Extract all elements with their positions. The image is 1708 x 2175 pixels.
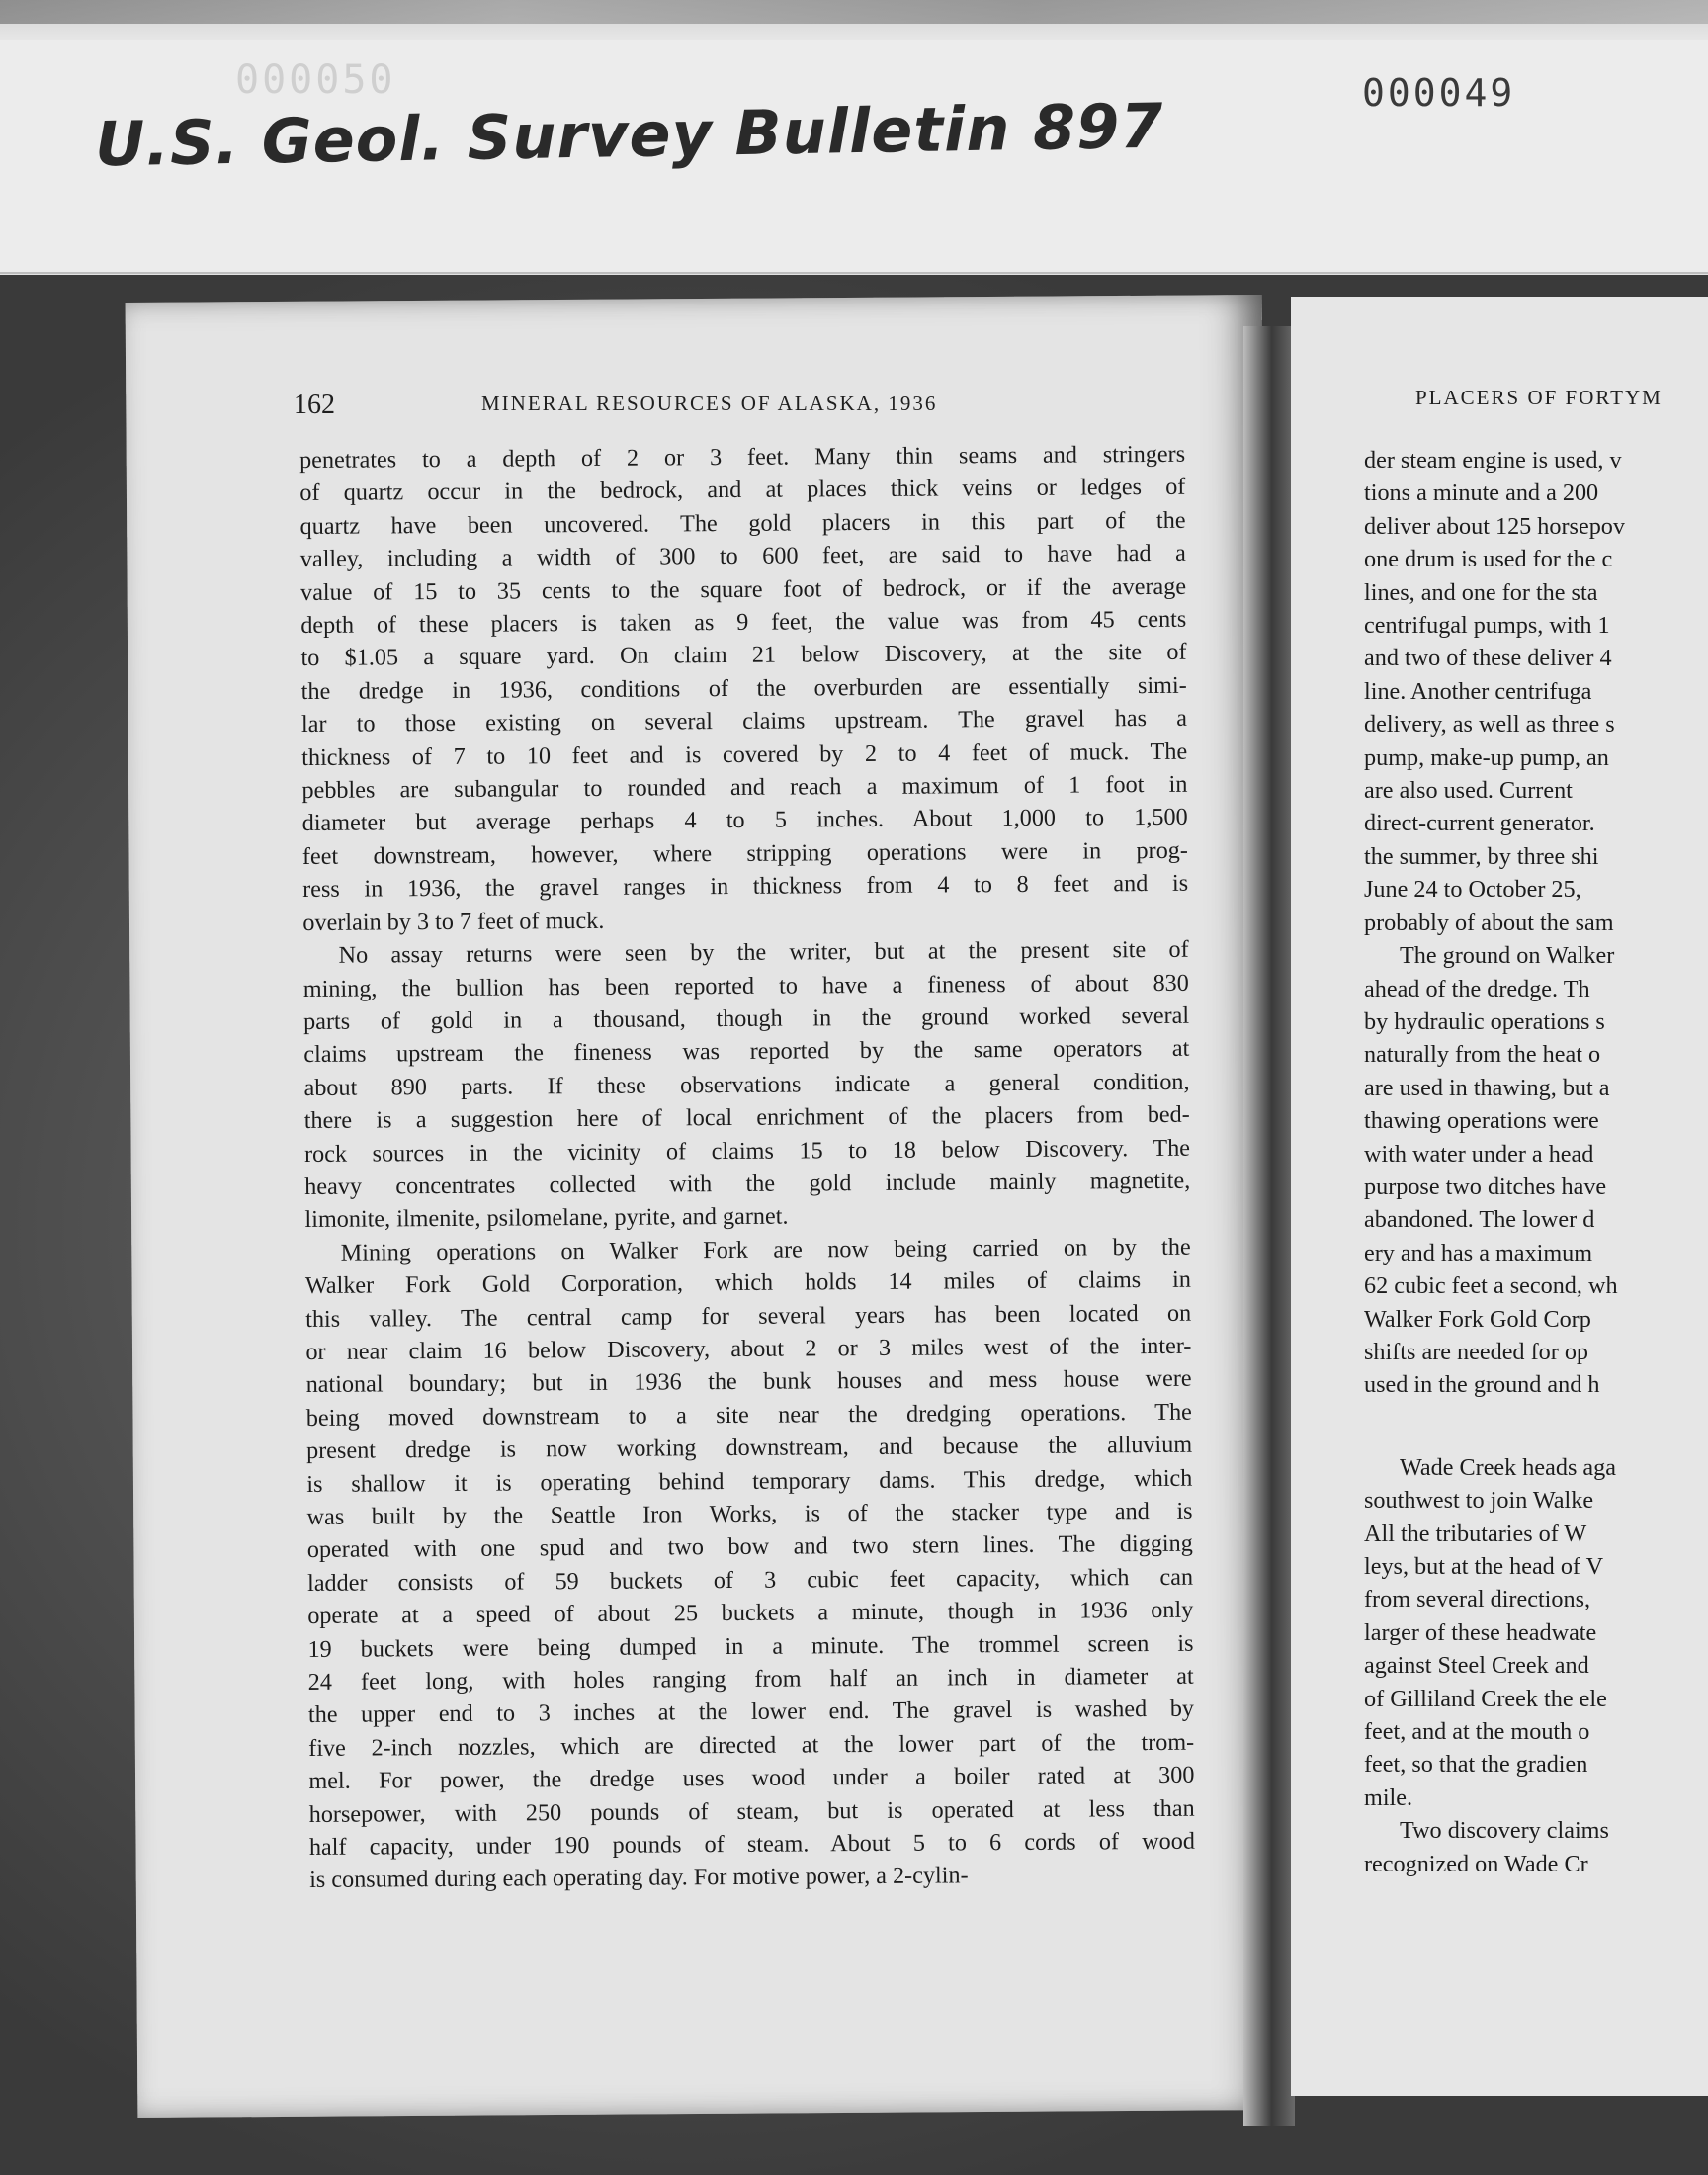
text-line: the dredge in 1936, conditions of the overburden are essentially simi-: [300, 671, 1187, 705]
left-page-text: [299, 438, 1195, 1897]
text-line: 62 cubic feet a second, wh: [1364, 1272, 1618, 1300]
text-line: used in the ground and h: [1364, 1371, 1600, 1399]
text-line: Mining operations on Walker Fork are now being carried on by the: [340, 1233, 1191, 1266]
text-line: Walker Fork Gold Corp: [1364, 1305, 1591, 1333]
text-line: rock sources in the vicinity of claims 15 to 18 below Discovery. The: [303, 1134, 1191, 1168]
text-line: claims upstream the fineness was reported by the same operators at: [303, 1035, 1190, 1069]
text-line: purpose two ditches have: [1364, 1173, 1607, 1200]
handwritten-title: U.S. Geol. Survey Bulletin 897: [94, 89, 1164, 181]
text-line: valley, including a width of 300 to 600 feet, are said to have had a: [299, 539, 1186, 573]
text-line: from several directions,: [1364, 1586, 1591, 1613]
text-line: this valley. The central camp for several years has been located on: [305, 1299, 1192, 1333]
text-line: parts of gold in a thousand, though in the ground worked several: [302, 1001, 1190, 1035]
scanner-edge: [0, 0, 1708, 24]
book-gutter: [1243, 326, 1295, 2126]
text-line: lar to those existing on several claims upstream. The gravel has a: [300, 704, 1188, 739]
text-line: operate at a speed of about 25 buckets a minute, though in 1936 only: [307, 1596, 1194, 1630]
text-line: diameter but average perhaps 4 to 5 inches. About 1,000 to 1,500: [301, 804, 1188, 837]
text-line: by hydraulic operations s: [1364, 1007, 1605, 1035]
text-line: recognized on Wade Cr: [1364, 1850, 1588, 1877]
text-line: The ground on Walker: [1400, 942, 1615, 970]
text-line: mile.: [1364, 1784, 1413, 1811]
text-line: der steam engine is used, v: [1364, 447, 1622, 474]
text-line: quartz have been uncovered. The gold placers in this part of the: [299, 506, 1186, 540]
text-line: larger of these headwate: [1364, 1618, 1597, 1646]
text-line: the upper end to 3 inches at the lower end. The gravel is washed by: [307, 1696, 1195, 1729]
text-line: the summer, by three shi: [1364, 842, 1599, 870]
ghost-stamp-number: 000050: [235, 57, 396, 103]
text-line: Two discovery claims: [1400, 1817, 1609, 1845]
text-line: mining, the bullion has been reported to have a fineness of about 830: [302, 969, 1189, 1002]
text-line: thawing operations were: [1364, 1107, 1599, 1135]
text-line: naturally from the heat o: [1364, 1041, 1601, 1069]
running-head-left: MINERAL RESOURCES OF ALASKA, 1936: [481, 392, 938, 415]
section-gap: [1364, 1402, 1708, 1451]
text-line: there is a suggestion here of local enrichment of the placers from bed-: [303, 1100, 1190, 1135]
text-line: lines, and one for the sta: [1364, 578, 1598, 606]
text-line: present dredge is now working downstream, and because the alluvium: [306, 1431, 1193, 1465]
text-line: pebbles are subangular to rounded and reach a maximum of 1 foot in: [301, 770, 1188, 805]
right-page-text: [1364, 444, 1708, 1880]
text-line: mel. For power, the dredge uses wood under a boiler rated at 300: [308, 1761, 1195, 1795]
text-line: southwest to join Walke: [1364, 1487, 1594, 1515]
text-line: ress in 1936, the gravel ranges in thickness from 4 to 8 feet and is: [302, 870, 1189, 904]
text-line: heavy concentrates collected with the gold include mainly magnetite,: [304, 1167, 1191, 1200]
text-line: direct-current generator.: [1364, 810, 1595, 837]
text-line: shifts are needed for op: [1364, 1338, 1589, 1365]
text-line: centrifugal pumps, with 1: [1364, 612, 1610, 640]
text-line: of quartz occur in the bedrock, and at places thick veins or ledges of: [299, 474, 1186, 507]
text-line: June 24 to October 25,: [1364, 876, 1581, 904]
text-line: five 2-inch nozzles, which are directed at the lower part of the trom-: [308, 1728, 1195, 1762]
page-number: 162: [294, 390, 335, 420]
left-page-header: [294, 388, 1203, 427]
text-line: feet, and at the mouth o: [1364, 1718, 1590, 1746]
text-line: is shallow it is operating behind temporary dams. This dredge, which: [306, 1464, 1193, 1498]
text-line: being moved downstream to a site near the dredging operations. The: [305, 1398, 1192, 1432]
text-line: value of 15 to 35 cents to the square foot of bedrock, or if the average: [299, 572, 1187, 606]
text-line: 24 feet long, with holes ranging from half an inch in diameter at: [307, 1662, 1194, 1696]
text-line: ladder consists of 59 buckets of 3 cubic feet capacity, which can: [306, 1563, 1194, 1597]
text-line: probably of about the sam: [1364, 909, 1614, 936]
text-line: one drum is used for the c: [1364, 546, 1613, 573]
text-line: national boundary; but in 1936 the bunk houses and mess house were: [305, 1365, 1192, 1399]
text-line: was built by the Seattle Iron Works, is of the stacker type and is: [306, 1497, 1193, 1530]
text-line: against Steel Creek and: [1364, 1652, 1589, 1680]
text-line: abandoned. The lower d: [1364, 1206, 1595, 1234]
text-line: ahead of the dredge. Th: [1364, 975, 1590, 1002]
text-line: ery and has a maximum: [1364, 1239, 1593, 1266]
text-line: to $1.05 a square yard. On claim 21 below Discovery, at the site of: [300, 639, 1187, 672]
text-line: penetrates to a depth of 2 or 3 feet. Many thin seams and stringers: [299, 440, 1186, 474]
text-line: feet downstream, however, where stripping operations were in prog-: [301, 836, 1188, 870]
text-line: operated with one spud and two bow and two stern lines. The digging: [306, 1530, 1193, 1564]
text-line: of Gilliland Creek the ele: [1364, 1685, 1607, 1712]
text-line: feet, so that the gradien: [1364, 1751, 1588, 1779]
stamp-number: 000049: [1362, 71, 1516, 115]
text-line: horsepower, with 250 pounds of steam, but is operated at less than: [308, 1794, 1195, 1828]
text-line: about 890 parts. If these observations indicate a general condition,: [303, 1068, 1190, 1101]
text-line: line. Another centrifuga: [1364, 677, 1592, 705]
text-line: and two of these deliver 4: [1364, 645, 1612, 672]
text-line: half capacity, under 190 pounds of steam. About 5 to 6 cords of wood: [308, 1827, 1195, 1862]
text-line: depth of these placers is taken as 9 feet, the value was from 45 cents: [300, 605, 1187, 640]
text-line: deliver about 125 horsepov: [1364, 512, 1625, 540]
text-line: overlain by 3 to 7 feet of muck.: [302, 907, 605, 936]
text-line: is consumed during each operating day. For motive power, a 2-cylin-: [309, 1862, 969, 1894]
text-line: No assay returns were seen by the writer, but at the present site of: [338, 935, 1189, 969]
text-line: are also used. Current: [1364, 777, 1573, 805]
text-line: tions a minute and a 200: [1364, 479, 1599, 507]
text-line: leys, but at the head of V: [1364, 1553, 1604, 1580]
text-line: thickness of 7 to 10 feet and is covered by 2 to 4 feet of muck. The: [301, 738, 1188, 771]
text-line: All the tributaries of W: [1364, 1520, 1587, 1547]
text-line: pump, make-up pump, an: [1364, 743, 1609, 771]
text-line: Wade Creek heads aga: [1400, 1453, 1616, 1481]
text-line: 19 buckets were being dumped in a minute. The trommel screen is: [307, 1629, 1194, 1663]
text-line: are used in thawing, but a: [1364, 1074, 1610, 1101]
text-line: or near claim 16 below Discovery, about 2 or 3 miles west of the inter-: [305, 1332, 1192, 1365]
running-head-right: PLACERS OF FORTYM: [1415, 386, 1663, 409]
text-line: delivery, as well as three s: [1364, 711, 1615, 739]
text-line: with water under a head: [1364, 1140, 1594, 1168]
text-line: limonite, ilmenite, psilomelane, pyrite, and garnet.: [304, 1202, 789, 1234]
text-line: Walker Fork Gold Corporation, which holds 14 miles of claims in: [304, 1265, 1192, 1300]
